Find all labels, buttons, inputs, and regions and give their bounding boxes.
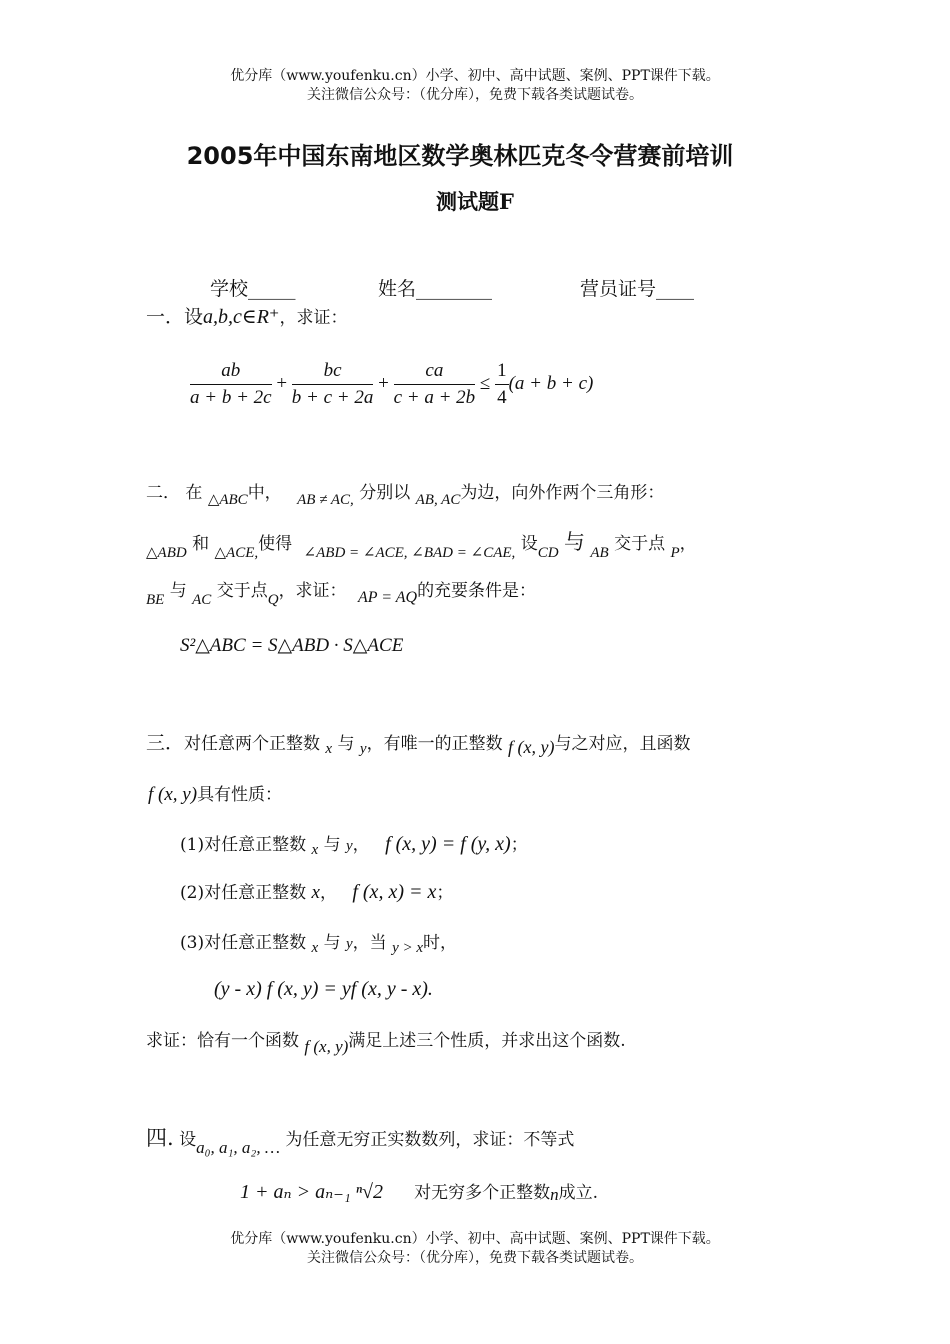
q3-text: ， [352, 835, 370, 855]
q3-math: y [345, 936, 353, 952]
q3-text: ，当 [352, 933, 387, 953]
q3-text: 与 [323, 835, 341, 855]
q3-line-5 [146, 1026, 626, 1056]
school-field: 学校_____ [210, 278, 296, 300]
header-line-2: 关注微信公众号：（优分库），免费下载各类试题试卷。 [307, 87, 643, 103]
q2-text: 分别以 [359, 483, 411, 503]
q3-text: 与 [323, 933, 341, 953]
name-field: 姓名________ [378, 278, 493, 300]
footer-line-2: 关注微信公众号：（优分库），免费下载各类试题试卷。 [307, 1250, 643, 1266]
q4-line-1 [146, 1122, 575, 1157]
q2-text: 设 [520, 534, 538, 554]
q1-label: 一．设 [146, 306, 204, 328]
q1-term-2: $\frac{bc}{b + c + 2a}$ [291, 360, 374, 408]
q4-math: a₀, a₁, a₂, … [196, 1138, 280, 1157]
q2-text: 中， [247, 483, 282, 503]
q2-math: △ABD [146, 545, 187, 561]
q3-math: f (x, y) [148, 784, 198, 805]
q1-inequality [190, 360, 593, 409]
q3-text: ； [510, 835, 528, 855]
q1-plus-1: + [276, 372, 288, 394]
q4-text: 成立. [558, 1183, 598, 1203]
q3-text: 求证：恰有一个函数 [146, 1031, 299, 1051]
q4-inequality: 1 + aₙ > aₙ₋₁ ⁿ√2 [240, 1181, 383, 1203]
q2-formula: S²△ABC = S△ABD · S△ACE [180, 635, 404, 656]
q4-math: n [550, 1185, 559, 1204]
q2-math: △ABC [207, 492, 248, 508]
q2-math: AB, AC [415, 492, 461, 508]
q2-line-2 [146, 526, 697, 561]
q3-text: ，有唯一的正整数 [366, 734, 503, 754]
q2-math: BE [146, 592, 165, 608]
q2-math: AC [192, 592, 212, 608]
q4-line-2 [240, 1178, 598, 1204]
q2-text: 交于点 [614, 534, 666, 554]
q1-prove: ，求证： [279, 308, 348, 328]
q3-text: 满足上述三个性质，并求出这个函数. [348, 1031, 626, 1051]
q1-plus-2: + [378, 372, 389, 394]
q3-math: x [311, 842, 319, 858]
q2-line-3 [146, 576, 537, 608]
q3-math: y > x [392, 940, 423, 956]
q3-text: ， [319, 883, 337, 903]
q4-text: 对无穷多个正整数 [414, 1183, 551, 1203]
q3-math: x [325, 741, 333, 757]
q4-label: 四. [146, 1126, 174, 1150]
q3-line-1 [146, 728, 690, 755]
q2-math: Q [267, 592, 279, 608]
q2-text: 使得 [258, 534, 293, 554]
q2-text: ， [679, 534, 697, 554]
q3-math: f (x, y) = f (y, x) [385, 833, 511, 855]
q2-line-1 [146, 478, 665, 508]
q3-math: x [311, 940, 319, 956]
q3-property-1 [180, 830, 528, 856]
q3-text: 对任意正整数 [204, 883, 307, 903]
q3-text: 具有性质： [197, 785, 283, 805]
q2-math: P [670, 545, 680, 561]
q3-prop-num: (2) [180, 883, 205, 903]
q2-math: AB [590, 545, 609, 561]
q1-le: ≤ [479, 372, 491, 394]
id-field: 营员证号____ [580, 278, 695, 300]
q3-property-3 [180, 928, 457, 956]
q2-label: 二． [146, 483, 180, 503]
q3-math: y [359, 741, 367, 757]
q2-math: CD [537, 545, 559, 561]
q3-text: 对任意正整数 [204, 933, 307, 953]
q1-quarter: $\frac{1}{4}$ [497, 360, 507, 408]
footer-line-1: 优分库（www.youfenku.cn）小学、初中、高中试题、案例、PPT课件下载。 [230, 1231, 720, 1247]
q2-math: △ACE, [214, 545, 259, 561]
q3-math: y [345, 838, 353, 854]
q2-text: ，求证： [278, 581, 347, 601]
q3-text: 对任意正整数 [204, 835, 307, 855]
q3-text: ； [436, 883, 454, 903]
q1-term-3: $\frac{ca}{c + a + 2b}$ [393, 360, 476, 408]
q3-line-2 [148, 780, 282, 806]
q3-text: 时， [423, 933, 457, 953]
page-subtitle: 测试题F [436, 189, 514, 214]
q2-text: 在 [185, 483, 203, 503]
q1-condition: a,b,c∈R⁺ [203, 306, 280, 328]
q3-math: x [311, 882, 320, 903]
q2-math: AP = AQ [357, 589, 418, 606]
q2-text: 为边，向外作两个三角形： [460, 483, 665, 503]
q2-math: ∠ABD = ∠ACE, ∠BAD = ∠CAE, [303, 545, 516, 561]
q2-text: 的充要条件是： [417, 581, 537, 601]
q2-text: 交于点 [216, 581, 268, 601]
q2-text: 与 [563, 530, 585, 554]
q3-math: f (x, x) = x [352, 881, 437, 903]
q3-math: f (x, y) [304, 1037, 349, 1056]
q3-property-2 [180, 878, 453, 904]
q3-prop-num: (3) [180, 933, 205, 953]
q2-text: 和 [192, 534, 210, 554]
q2-text: 与 [169, 581, 187, 601]
q3-prop-num: (1) [180, 835, 205, 855]
q3-text: 与 [337, 734, 355, 754]
q3-text: 对任意两个正整数 [184, 734, 321, 754]
q3-text: 与之对应，且函数 [554, 734, 691, 754]
header-line-1: 优分库（www.youfenku.cn）小学、初中、高中试题、案例、PPT课件下载。 [230, 68, 720, 84]
page-title: 2005年中国东南地区数学奥林匹克冬令营赛前培训 [186, 142, 734, 170]
q1-rhs: (a + b + c) [508, 372, 594, 394]
q1-line [146, 302, 347, 329]
q2-math: AB ≠ AC, [297, 492, 354, 508]
q3-equation: (y - x) f (x, y) = yf (x, y - x). [214, 978, 433, 1000]
q3-math: f (x, y) [507, 737, 555, 757]
q4-text: 设 [179, 1130, 197, 1150]
q3-label: 三． [146, 732, 185, 754]
q4-text: 为任意无穷正实数数列，求证：不等式 [285, 1130, 575, 1150]
q1-term-1: $\frac{ab}{a + b + 2c}$ [190, 360, 272, 408]
